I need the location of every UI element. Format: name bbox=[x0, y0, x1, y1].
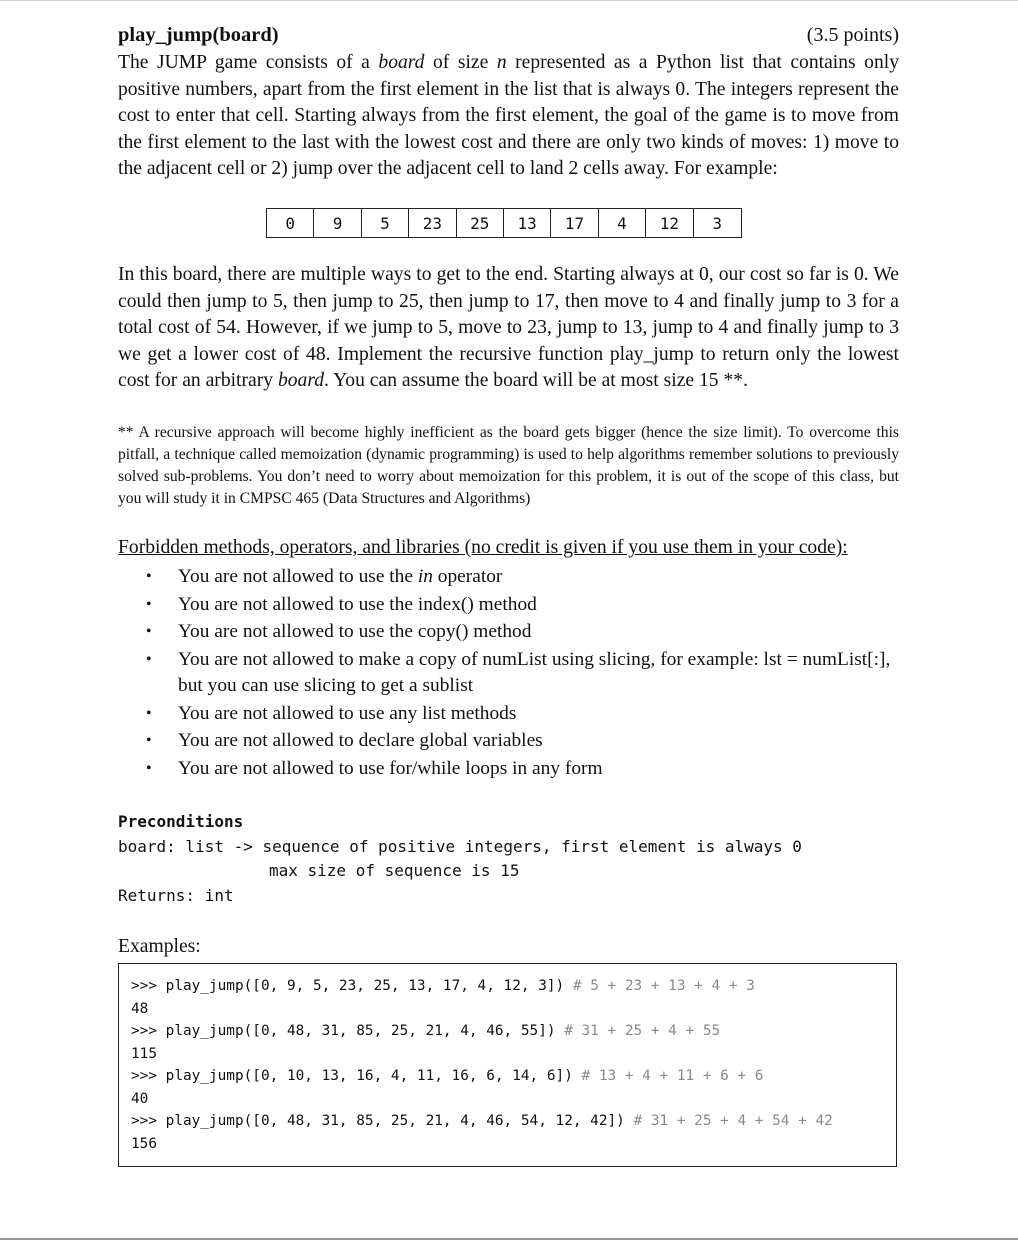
list-item bbox=[118, 728, 899, 755]
list-item bbox=[118, 619, 899, 646]
intro-paragraph bbox=[118, 50, 899, 183]
forbidden-list bbox=[118, 564, 899, 783]
forbidden-title: Forbidden methods, operators, and libraries (no credit is given if you use them in your code): bbox=[118, 537, 848, 558]
question-heading bbox=[118, 24, 899, 50]
example-call: >>> play_jump([0, 10, 13, 16, 4, 11, 16, 6, 14, 6]) bbox=[131, 1068, 573, 1084]
rule-text: You are not allowed to use any list methods bbox=[178, 702, 517, 724]
example-call: >>> play_jump([0, 48, 31, 85, 25, 21, 4, 46, 55]) bbox=[131, 1023, 556, 1039]
rule-text: You are not allowed to use the copy() method bbox=[178, 621, 532, 642]
board-cell: 13 bbox=[504, 209, 551, 237]
bottom-border-line bbox=[0, 1238, 1018, 1240]
code-line bbox=[131, 1020, 896, 1043]
intro-text-3: represented as a Python list that contains only positive numbers, apart from the first element in the list that is always 0. The integers represent the cost to enter that cell. Starting always from the first element, the goal of the game is to move from the first element to the last with the lowest cost and there are only two kinds of moves: 1) move to the adjacent cell or 2) jump over the adjacent cell to land 2 cells away. For example: bbox=[118, 52, 899, 179]
example-comment: # 31 + 25 + 4 + 55 bbox=[555, 1023, 721, 1039]
explanation-em-board: board bbox=[277, 370, 325, 391]
rule-text: You are not allowed to declare global variables bbox=[178, 730, 543, 751]
rule-text: You are not allowed to use the index() method bbox=[178, 593, 537, 615]
explanation-text-1: In this board, there are multiple ways to get to the end. Starting always at 0, our cost so far is 0. We could then jump to 5, then jump to 25, then jump to 17, then move to 4 and finally jump to 3 for a total cost of 54. However, if we jump to 5, move to 23, jump to 13, jump to 4 and finally jump to 3 we get a lower cost of 48. Implement the recursive function play_jump to return only the lowest cost for an arbitrary bbox=[118, 264, 899, 391]
example-call: >>> play_jump([0, 48, 31, 85, 25, 21, 4, 46, 54, 12, 42]) bbox=[131, 1113, 625, 1129]
returns-line: Returns: int bbox=[118, 886, 234, 905]
bullet: • bbox=[146, 704, 152, 722]
code-line: 115 bbox=[131, 1045, 157, 1062]
board-cell: 17 bbox=[551, 209, 598, 237]
bullet: • bbox=[146, 732, 152, 749]
board-cell: 3 bbox=[712, 213, 723, 233]
board-cell: 0 bbox=[267, 209, 314, 237]
list-item bbox=[118, 756, 899, 783]
examples-title: Examples: bbox=[118, 936, 201, 957]
examples-code-box bbox=[118, 963, 897, 1167]
explanation-text-2: . You can assume the board will be at most size 15 **. bbox=[324, 370, 748, 391]
code-line bbox=[131, 975, 896, 998]
function-title: play_jump(board) bbox=[118, 24, 279, 46]
code-line: 40 bbox=[131, 1090, 149, 1107]
list-item bbox=[118, 592, 899, 619]
code-line: 48 bbox=[131, 1000, 149, 1017]
example-call: >>> play_jump([0, 9, 5, 23, 25, 13, 17, 4, 12, 3]) bbox=[131, 978, 565, 994]
code-line: 156 bbox=[131, 1135, 157, 1152]
board-cell: 5 bbox=[362, 209, 409, 237]
board-cell: 12 bbox=[646, 209, 693, 237]
intro-text-1: The JUMP game consists of a bbox=[118, 52, 379, 73]
top-border-line bbox=[0, 0, 1018, 1]
list-item bbox=[118, 564, 899, 591]
explanation-paragraph bbox=[118, 262, 899, 395]
preconditions-title: Preconditions bbox=[118, 812, 244, 831]
list-item bbox=[118, 647, 899, 700]
example-comment: # 31 + 25 + 4 + 54 + 42 bbox=[624, 1113, 833, 1129]
bullet: • bbox=[146, 650, 152, 668]
intro-em-board: board bbox=[378, 52, 425, 73]
example-board bbox=[266, 208, 742, 238]
board-cell: 9 bbox=[314, 209, 361, 237]
rule-text: You are not allowed to use the bbox=[178, 566, 418, 587]
intro-em-n: n bbox=[496, 52, 507, 73]
bullet: • bbox=[146, 623, 152, 640]
example-comment: # 5 + 23 + 13 + 4 + 3 bbox=[564, 978, 755, 994]
board-cell: 4 bbox=[599, 209, 646, 237]
rule-text: operator bbox=[432, 566, 503, 587]
precondition-line: board: list -> sequence of positive integers, first element is always 0 bbox=[118, 837, 802, 856]
example-comment: # 13 + 4 + 11 + 6 + 6 bbox=[572, 1068, 764, 1084]
code-line bbox=[131, 1110, 896, 1133]
rule-em-in: in bbox=[417, 566, 433, 587]
rule-text: You are not allowed to use for/while loops in any form bbox=[178, 757, 603, 779]
bullet: • bbox=[146, 568, 152, 585]
board-cell: 23 bbox=[409, 209, 456, 237]
memoization-note: ** A recursive approach will become highly inefficient as the board gets bigger (hence the size limit). To overcome this pitfall, a technique called memoization (dynamic programming) is used to help algorithms remember solutions to previously solved sub-problems. You don’t need to worry about memoization for this problem, it is out of the scope of this class, but you will study it in CMPSC 465 (Data Structures and Algorithms) bbox=[118, 424, 899, 507]
precondition-line: max size of sequence is 15 bbox=[269, 861, 520, 880]
intro-text-2: of size bbox=[424, 52, 497, 73]
rule-text: You are not allowed to make a copy of numList using slicing, for example: lst = numList[:], but you can use slicing to get a sublist bbox=[178, 648, 891, 696]
list-item bbox=[118, 701, 899, 728]
board-cell: 25 bbox=[457, 209, 504, 237]
bullet: • bbox=[146, 759, 152, 777]
bullet: • bbox=[146, 595, 152, 613]
code-line bbox=[131, 1065, 896, 1088]
points-label: (3.5 points) bbox=[806, 24, 899, 46]
